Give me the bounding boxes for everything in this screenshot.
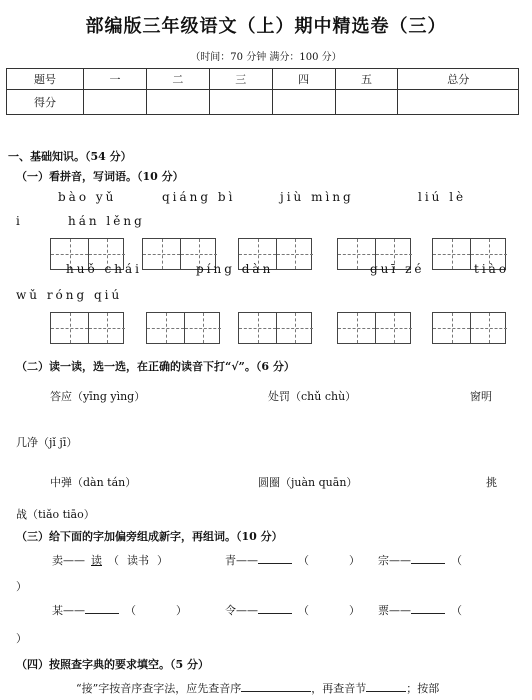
writing-grid[interactable] [146, 312, 220, 344]
base-char: 令—— [225, 604, 258, 617]
reading-option[interactable]: 答应（yīng yìng） [50, 390, 146, 403]
radical-line: 某—— （ ） [52, 604, 187, 617]
score-input-4[interactable] [272, 90, 335, 115]
score-input-total[interactable] [398, 90, 519, 115]
score-cell-total: 总分 [398, 69, 519, 90]
score-cell-5: 五 [335, 69, 398, 90]
score-table-score-row [7, 90, 519, 115]
reading-option[interactable]: 战（tiǎo tiāo） [16, 508, 95, 521]
pinyin-prompt: guī zé [370, 262, 425, 276]
score-cell-2: 二 [146, 69, 209, 90]
page-title: 部编版三年级语文（上）期中精选卷（三） [85, 16, 447, 37]
answer-blank[interactable] [85, 603, 119, 614]
writing-grid[interactable] [238, 312, 312, 344]
pinyin-prompt: tiào [474, 262, 510, 276]
radical-line: 宗—— （ [378, 554, 462, 567]
score-cell-1: 一 [84, 69, 147, 90]
pinyin-prompt: huǒ chái [66, 262, 142, 276]
answer-blank[interactable] [411, 603, 445, 614]
question-heading: （一）看拼音，写词语。（10 分） [16, 170, 184, 183]
pinyin-prompt: qiáng bì [162, 190, 236, 204]
base-char: 票—— [378, 604, 411, 617]
pinyin-prompt: jiù mìng [280, 190, 354, 204]
question-heading: （四）按照查字典的要求填空。（5 分） [16, 658, 209, 671]
score-input-2[interactable] [146, 90, 209, 115]
base-char: 某—— [52, 604, 85, 617]
pinyin-prompt: píng dàn [196, 262, 274, 276]
reading-option[interactable]: 处罚（chǔ chù） [268, 390, 357, 403]
radical-line: 令—— （ ） [225, 604, 360, 617]
answer-blank[interactable] [241, 681, 311, 692]
paren-close: ） [16, 580, 27, 593]
section-heading: 一、基础知识。（54 分） [8, 150, 132, 163]
base-char: 青—— [225, 554, 258, 567]
score-table-header-row [7, 69, 519, 90]
base-char: 卖—— [52, 554, 85, 567]
reading-option: 窗明 [470, 390, 492, 403]
pinyin-prompt: wǔ róng qiú [16, 288, 123, 302]
score-table [6, 68, 519, 115]
score-cell-4: 四 [272, 69, 335, 90]
writing-grid[interactable] [50, 312, 124, 344]
answer-blank[interactable] [258, 603, 292, 614]
example-word: 读书 [127, 554, 149, 567]
question-heading: （二）读一读，选一选，在正确的读音下打“√”。（6 分） [16, 360, 295, 373]
dictionary-line: “接”字按音序查字法，应先查音序 ，再查音节 ；按部 [76, 682, 440, 695]
radical-line: 卖—— 读 （ 读书 ） [52, 554, 168, 567]
example-answer: 读 [91, 554, 102, 567]
reading-option[interactable]: 圆圈（juàn quān） [258, 476, 358, 489]
pinyin-prompt: bào yǔ [58, 190, 117, 204]
pinyin-prompt: hán lěng [68, 214, 145, 228]
paren-close: ） [16, 632, 27, 645]
answer-blank[interactable] [258, 553, 292, 564]
writing-grid[interactable] [337, 312, 411, 344]
score-input-5[interactable] [335, 90, 398, 115]
base-char: 宗—— [378, 554, 411, 567]
radical-line: 票—— （ [378, 604, 462, 617]
exam-info: （时间：70 分钟 满分：100 分） [190, 52, 342, 63]
reading-option: 挑 [486, 476, 497, 489]
score-input-1[interactable] [84, 90, 147, 115]
reading-option[interactable]: 中弹（dàn tán） [50, 476, 137, 489]
reading-option[interactable]: 几净（jǐ jī） [16, 436, 78, 449]
pinyin-prompt: i [16, 214, 23, 228]
answer-blank[interactable] [411, 553, 445, 564]
score-row-label: 得分 [7, 90, 84, 115]
writing-grid[interactable] [432, 312, 506, 344]
answer-blank[interactable] [366, 681, 406, 692]
score-cell-3: 三 [209, 69, 272, 90]
pinyin-prompt: liú lè [418, 190, 467, 204]
score-input-3[interactable] [209, 90, 272, 115]
question-heading: （三）给下面的字加偏旁组成新字，再组词。（10 分） [16, 530, 283, 543]
score-cell-label: 题号 [7, 69, 84, 90]
radical-line: 青—— （ ） [225, 554, 360, 567]
